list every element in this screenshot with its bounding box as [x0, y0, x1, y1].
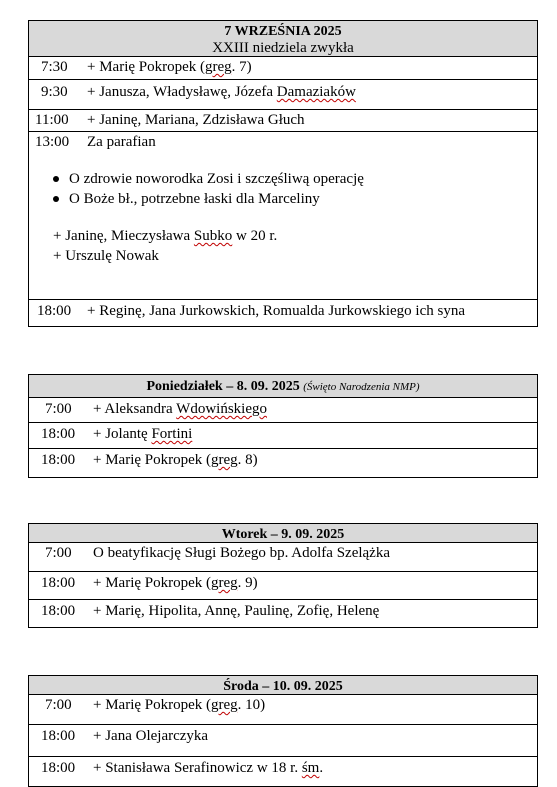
- bullet-item: O zdrowie noworodka Zosi i szczęśliwą operację: [53, 171, 364, 188]
- tuesday-header: [29, 524, 537, 543]
- mass-intention: + Janinę, Mariana, Zdzisława Głuch: [87, 112, 305, 128]
- mass-time: 7:30: [41, 59, 68, 75]
- mass-row: [29, 132, 537, 300]
- bullet-dot-icon: [53, 176, 59, 182]
- wednesday-table: [28, 675, 538, 787]
- sunday-table: [28, 20, 538, 327]
- mass-time: 7:00: [45, 401, 72, 417]
- mass-intention: + Marię Pokropek (greg. 10): [93, 697, 266, 713]
- monday-title: Poniedziałek – 8. 09. 2025: [146, 379, 304, 394]
- mass-intention: + Reginę, Jana Jurkowskich, Romualda Jurkowskiego ich syna: [87, 303, 465, 319]
- tuesday-title: Wtorek – 9. 09. 2025: [221, 527, 345, 542]
- mass-time: 7:00: [45, 545, 72, 561]
- tuesday-table: [28, 523, 538, 628]
- mass-intention: + Janusza, Władysławę, Józefa Damaziaków: [87, 84, 356, 100]
- mass-row: [29, 300, 537, 326]
- mass-time: 18:00: [41, 452, 76, 468]
- mass-intention: + Jana Olejarczyka: [93, 728, 209, 744]
- mass-time: 18:00: [41, 728, 76, 744]
- mass-time: 13:00: [35, 134, 70, 150]
- mass-row: [29, 725, 537, 757]
- mass-intention: + Marię Pokropek (greg. 7): [87, 59, 252, 75]
- wednesday-title: Środa – 10. 09. 2025: [223, 679, 343, 694]
- mass-time: 11:00: [35, 112, 69, 128]
- mass-intention: O beatyfikację Sługi Bożego bp. Adolfa Szelążka: [93, 545, 390, 561]
- mass-time: 18:00: [37, 303, 72, 319]
- sunday-subtitle: XXIII niedziela zwykła: [212, 40, 354, 56]
- mass-intention: Za parafian: [87, 134, 156, 150]
- mass-row: [29, 543, 537, 572]
- mass-time: 18:00: [41, 426, 76, 442]
- mass-row: [29, 398, 537, 423]
- mass-intention: + Marię Pokropek (greg. 8): [93, 452, 258, 468]
- mass-intention: + Aleksandra Wdowińskiego: [93, 401, 267, 417]
- mass-row: [29, 57, 537, 80]
- mass-time: 18:00: [41, 575, 76, 591]
- sunday-header: [29, 21, 537, 57]
- mass-row: [29, 449, 537, 477]
- mass-time: 18:00: [41, 603, 76, 619]
- mass-row: [29, 572, 537, 600]
- mass-intention: + Jolantę Fortini: [93, 426, 193, 442]
- wednesday-header: [29, 676, 537, 695]
- mass-intention: + Marię Pokropek (greg. 9): [93, 575, 258, 591]
- mass-row: [29, 80, 537, 110]
- monday-table: [28, 374, 538, 478]
- mass-intention: + Marię, Hipolita, Annę, Paulinę, Zofię, Helenę: [93, 603, 380, 619]
- monday-header: [29, 375, 537, 398]
- mass-row: [29, 757, 537, 787]
- mass-time: 7:00: [45, 697, 72, 713]
- mass-row: [29, 110, 537, 132]
- plus-item: + Janinę, Mieczysława Subko w 20 r.: [53, 228, 278, 244]
- mass-time: 18:00: [41, 760, 76, 776]
- mass-intention: + Stanisława Serafinowicz w 18 r. śm.: [93, 760, 324, 776]
- mass-row: [29, 695, 537, 725]
- monday-note: (Święto Narodzenia NMP): [303, 381, 420, 393]
- plus-item: + Urszulę Nowak: [53, 248, 159, 264]
- mass-row: [29, 600, 537, 627]
- mass-row: [29, 423, 537, 449]
- bullet-dot-icon: [53, 196, 59, 202]
- bullet-item: O Boże bł., potrzebne łaski dla Marceliny: [53, 191, 320, 208]
- mass-time: 9:30: [41, 84, 68, 100]
- sunday-title: 7 WRZEŚNIA 2025: [224, 24, 342, 39]
